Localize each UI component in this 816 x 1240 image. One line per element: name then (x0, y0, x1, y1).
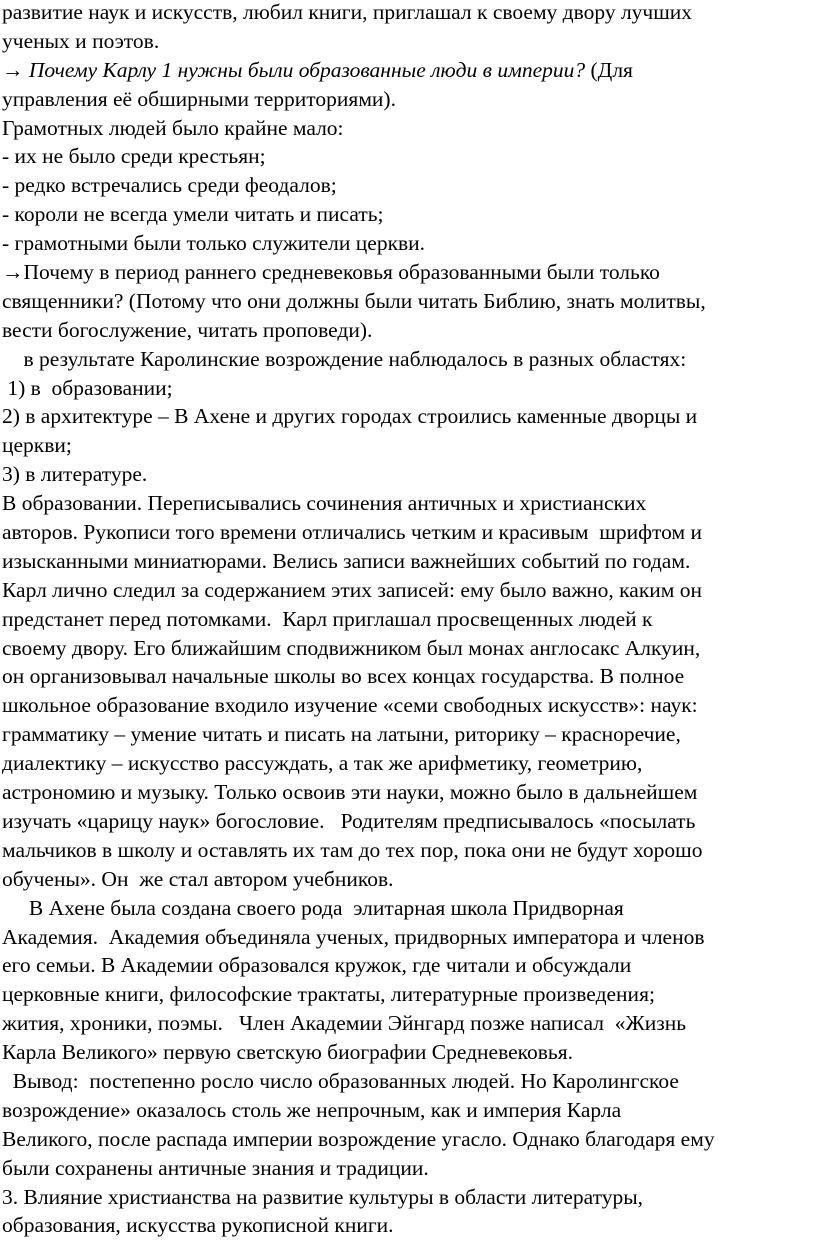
text-line-42: 3. Влияние христианства на развитие культуры в области литературы, (2, 1184, 644, 1209)
text-line-5: Грамотных людей было крайне мало: (2, 115, 344, 140)
text-line-8: - короли не всегда умели читать и писать; (2, 202, 384, 227)
text-line-23: своему двору. Его ближайшим сподвижником был монах англосакс Алкуин, (2, 635, 701, 660)
text-line-13: в результате Каролинские возрождение наблюдалось в разных областях: (2, 346, 687, 371)
text-line-37: Карла Великого» первую светскую биографии Средневековья. (2, 1040, 573, 1065)
question-italic: → Почему Карлу 1 нужны были образованные люди в империи? (2, 57, 586, 82)
text-line-30: мальчиков в школу и оставлять их там до тех пор, пока они не будут хорошо (2, 837, 703, 862)
text-line-21: Карл лично следил за содержанием этих записей: ему было важно, каким он (2, 577, 703, 602)
text-line-25: школьное образование входило изучение «семи свободных искусств»: наук: (2, 693, 698, 718)
text-line-24: он организовывал начальные школы во всех концах государства. В полное (2, 664, 685, 689)
text-line-7: - редко встречались среди феодалов; (2, 173, 337, 198)
text-line-34: его семьи. В Академии образовался кружок, где читали и обсуждали (2, 953, 632, 978)
text-line-28: астрономию и музыку. Только освоив эти науки, можно было в дальнейшем (2, 780, 698, 805)
text-line-32: В Ахене была создана своего рода элитарная школа Придворная (2, 895, 624, 920)
text-line-17: 3) в литературе. (2, 462, 148, 487)
text-line-15: 2) в архитектуре – В Ахене и других городах строились каменные дворцы и (2, 404, 698, 429)
text-line-29: изучать «царицу наук» богословие. Родителям предписывалось «посылать (2, 808, 696, 833)
text-line-11: священники? (Потому что они должны были читать Библию, знать молитвы, (2, 288, 706, 313)
text-line-26: грамматику – умение читать и писать на латыни, риторику – красноречие, (2, 722, 681, 747)
text-line-41: были сохранены античные знания и традиции. (2, 1155, 429, 1180)
text-line-16: церкви; (2, 433, 72, 458)
text-line-40: Великого, после распада империи возрождение угасло. Однако благодаря ему (2, 1126, 715, 1151)
text-line-1: развитие наук и искусств, любил книги, приглашал к своему двору лучших (2, 0, 693, 24)
text-line-18: В образовании. Переписывались сочинения античных и христианских (2, 491, 647, 516)
text-line-9: - грамотными были только служители церкви. (2, 231, 426, 256)
text-line-20: изысканными миниатюрами. Велись записи важнейших событий по годам. (2, 548, 691, 573)
text-line-35: церковные книги, философские трактаты, литературные произведения; (2, 982, 655, 1007)
text-line-31: обучены». Он же стал автором учебников. (2, 866, 394, 891)
text-line-2: ученых и поэтов. (2, 28, 160, 53)
text-line-38: Вывод: постепенно росло число образованных людей. Но Каролингское (2, 1068, 679, 1093)
text-line-43: образования, искусства рукописной книги. (2, 1213, 394, 1238)
text-line-33: Академия. Академия объединяла ученых, придворных императора и членов (2, 924, 705, 949)
text-line-19: авторов. Рукописи того времени отличались четким и красивым шрифтом и (2, 520, 702, 545)
text-line-4: управления её обширными территориями). (2, 86, 396, 111)
document-page (2, 0, 814, 1240)
text-line-22: предстанет перед потомками. Карл приглашал просвещенных людей к (2, 606, 653, 631)
text-line-39: возрождение» оказалось столь же непрочным, как и империя Карла (2, 1097, 622, 1122)
text-line-12: вести богослужение, читать проповеди). (2, 317, 373, 342)
question-plain: (Для (585, 57, 633, 82)
question-line (2, 56, 814, 85)
text-line-27: диалектику – искусство рассуждать, а так же арифметику, геометрию, (2, 751, 643, 776)
text-line-6: - их не было среди крестьян; (2, 144, 266, 169)
text-line-36: жития, хроники, поэмы. Член Академии Эйнгард позже написал «Жизнь (2, 1011, 687, 1036)
text-line-14: 1) в образовании; (2, 375, 173, 400)
text-line-10: →Почему в период раннего средневековья образованными были только (2, 260, 660, 285)
